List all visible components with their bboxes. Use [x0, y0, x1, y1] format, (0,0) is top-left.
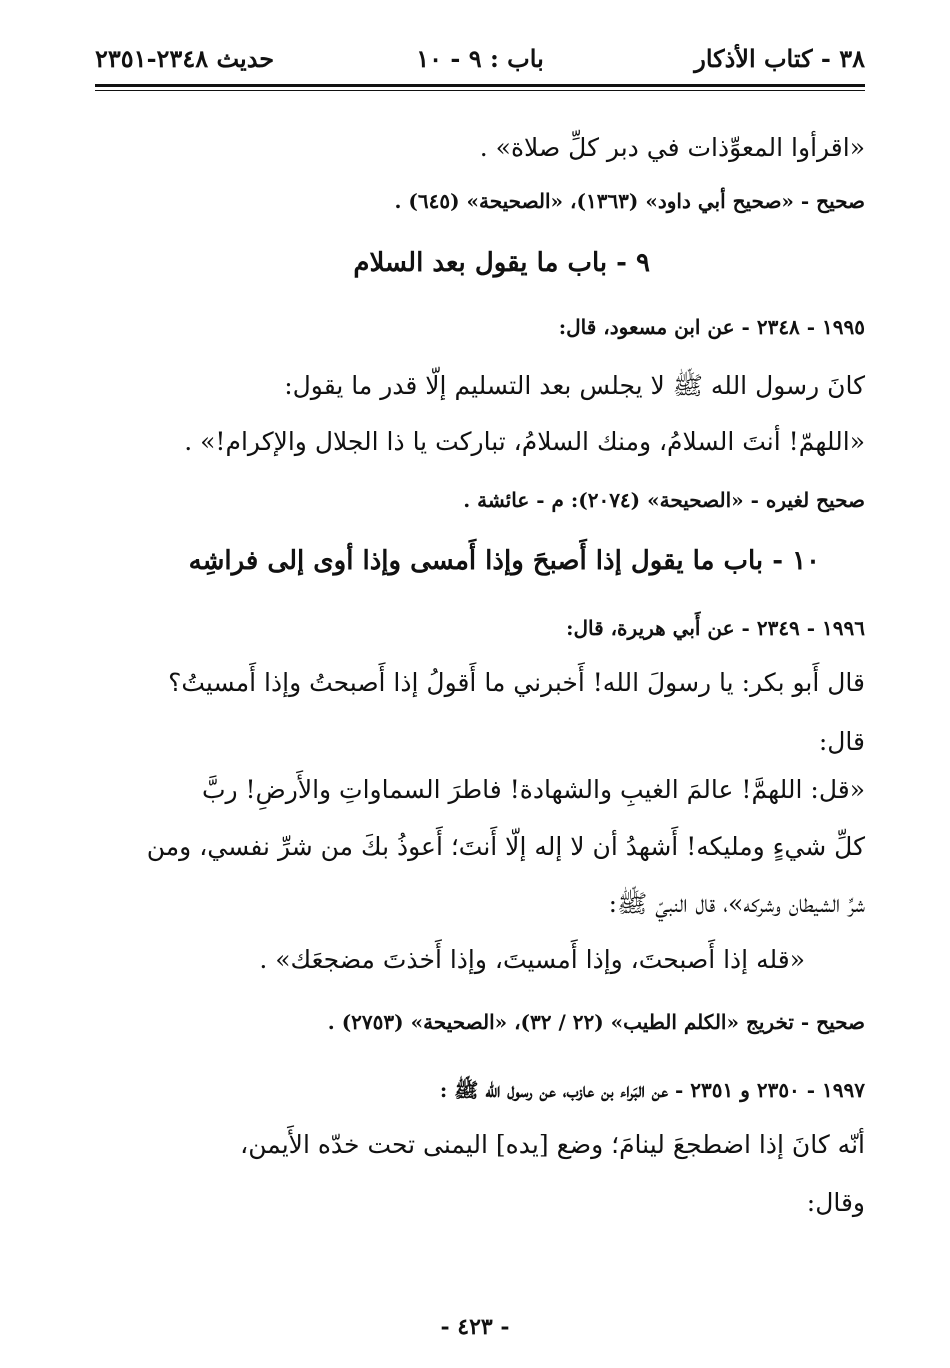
chapter-heading-10: ١٠ - باب ما يقول إذا أَصبحَ وإذا أَمسى وإذا أوى إلى فراشِه: [188, 546, 820, 576]
header-book-title: ٣٨ - كتاب الأذكار: [694, 44, 865, 73]
hadith-text-line: «اللهمّ! أنتَ السلامُ، ومنك السلامُ، تباركت يا ذا الجلال والإكرام!» .: [184, 427, 865, 456]
hadith-text-line: «اقرأوا المعوِّذات في دبر كلِّ صلاة» .: [479, 133, 865, 162]
chapter-heading-9: ٩ - باب ما يقول بعد السلام: [353, 248, 650, 278]
header-rule-thin: [95, 90, 865, 91]
running-header: [95, 44, 865, 84]
grading-line: صحيح - تخريج «الكلم الطيب» (٢٢ / ٣٢)، «الصحيحة» (٢٧٥٣) .: [327, 1010, 865, 1034]
hadith-text-line: كانَ رسول الله ﷺ لا يجلس بعد التسليم إلّا قدر ما يقول:: [284, 371, 865, 400]
header-hadith-range: حديث ٢٣٤٨-٢٣٥١: [95, 44, 275, 73]
hadith-number-line: ١٩٩٦ - ٢٣٤٩ - عن أَبي هريرة، قال:: [566, 616, 865, 640]
header-rule-thick: [95, 84, 865, 87]
hadith-text-line: «قل: اللهمَّ! عالمَ الغيبِ والشهادة! فاطرَ السماواتِ والأَرضِ! ربَّ: [201, 775, 865, 804]
page-number: - ٤٢٣ -: [440, 1314, 510, 1340]
grading-line: صحيح - «صحيح أبي داود» (١٣٦٣)، «الصحيحة» (٦٤٥) .: [394, 189, 865, 213]
hadith-text-line: أنّه كانَ إذا اضطجعَ لينامَ؛ وضع [يده] اليمنى تحت خدّه الأَيمن،: [240, 1130, 865, 1159]
hadith-text-line: «قله إذا أَصبحتَ، وإذا أَمسيتَ، وإذا أَخذتَ مضجعَك» .: [259, 945, 805, 974]
hadith-text-line: كلِّ شيءٍ ومليكه! أَشهدُ أن لا إله إلّا أَنتَ؛ أَعوذُ بكَ من شرِّ نفسي، ومن: [146, 832, 865, 861]
hadith-number-line: ١٩٩٥ - ٢٣٤٨ - عن ابن مسعود، قال:: [558, 315, 865, 339]
hadith-text-line: وقال:: [806, 1188, 865, 1217]
hadith-text-line: قال أَبو بكر: يا رسولَ الله! أَخبرني ما أَقولُ إذا أَصبحتُ وإذا أَمسيتُ؟: [168, 668, 865, 697]
grading-line: صحيح لغيره - «الصحيحة» (٢٠٧٤): م - عائشة .: [463, 488, 865, 512]
header-chapter: باب : ٩ - ١٠: [416, 44, 544, 73]
hadith-text-line: شرِّ الشيطان وشركه»، قال النبيّ ﷺ:: [608, 889, 865, 918]
hadith-number-line: ١٩٩٧ - ٢٣٥٠ و ٢٣٥١ - عن البَراء بن عازب، عن رسول الله ﷺ :: [439, 1078, 865, 1102]
hadith-text-line: قال:: [818, 727, 865, 756]
